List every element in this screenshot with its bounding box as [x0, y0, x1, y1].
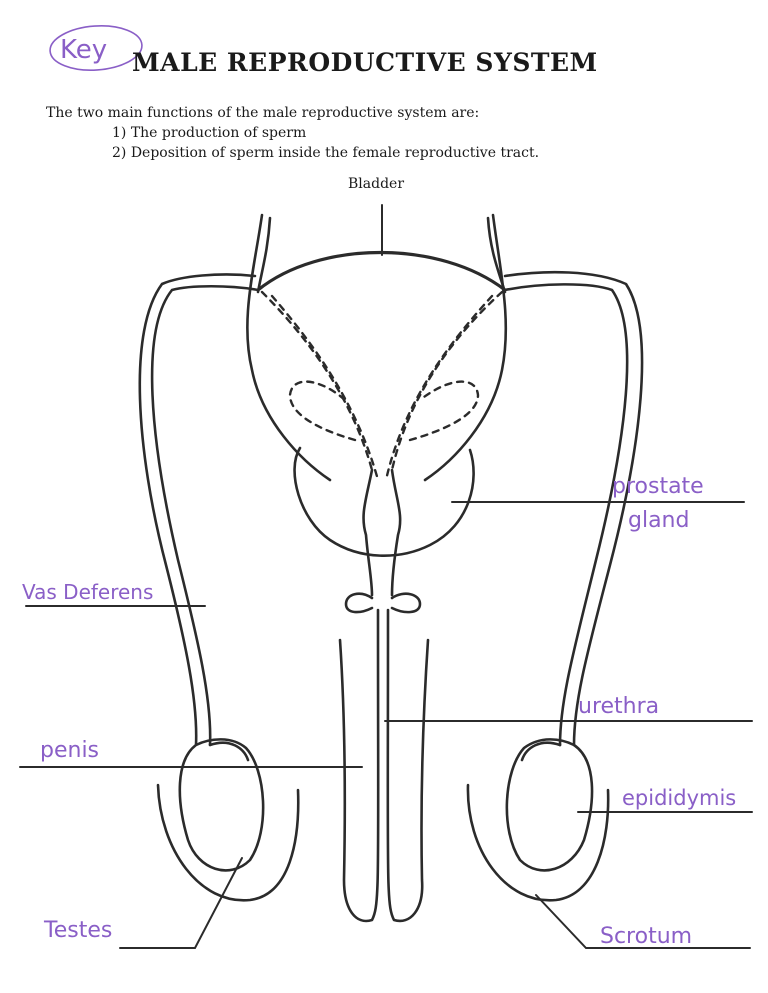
intro-item-2: 2) Deposition of sperm inside the female reproductive tract. — [112, 145, 540, 161]
testis-right — [507, 739, 592, 870]
answer-urethra: urethra — [578, 694, 660, 719]
penis-shaft-right — [388, 610, 428, 921]
scrotum-right — [468, 785, 608, 900]
vas-deferens-right — [505, 284, 627, 745]
seminal-vesicle-right — [410, 382, 478, 440]
answer-penis: penis — [40, 738, 100, 763]
bulbourethral-gland-right — [392, 594, 420, 612]
answer-vas-deferens: Vas Deferens — [22, 580, 154, 604]
testis-left — [180, 739, 263, 870]
ejaculatory-duct-right — [392, 292, 502, 470]
answer-scrotum: Scrotum — [600, 924, 693, 949]
bulbourethral-gland-left — [346, 594, 372, 612]
answer-epididymis: epididymis — [622, 786, 737, 810]
answer-prostate-line1: prostate — [612, 474, 704, 499]
intro-lead: The two main functions of the male reproductive system are: — [46, 105, 480, 121]
bladder-top — [258, 253, 505, 291]
page-title: MALE REPRODUCTIVE SYSTEM — [132, 48, 598, 77]
answer-prostate-line2: gland — [628, 508, 690, 533]
key-text: Key — [60, 35, 108, 65]
intro-item-1: 1) The production of sperm — [112, 125, 307, 141]
vas-deferens-left — [152, 286, 258, 745]
bladder-outline — [247, 215, 505, 480]
answer-testes: Testes — [44, 918, 113, 943]
ejaculatory-duct-left — [262, 292, 372, 470]
seminal-vesicle-left — [290, 382, 355, 440]
label-bladder: Bladder — [348, 176, 405, 192]
penis-shaft-left — [340, 610, 378, 921]
